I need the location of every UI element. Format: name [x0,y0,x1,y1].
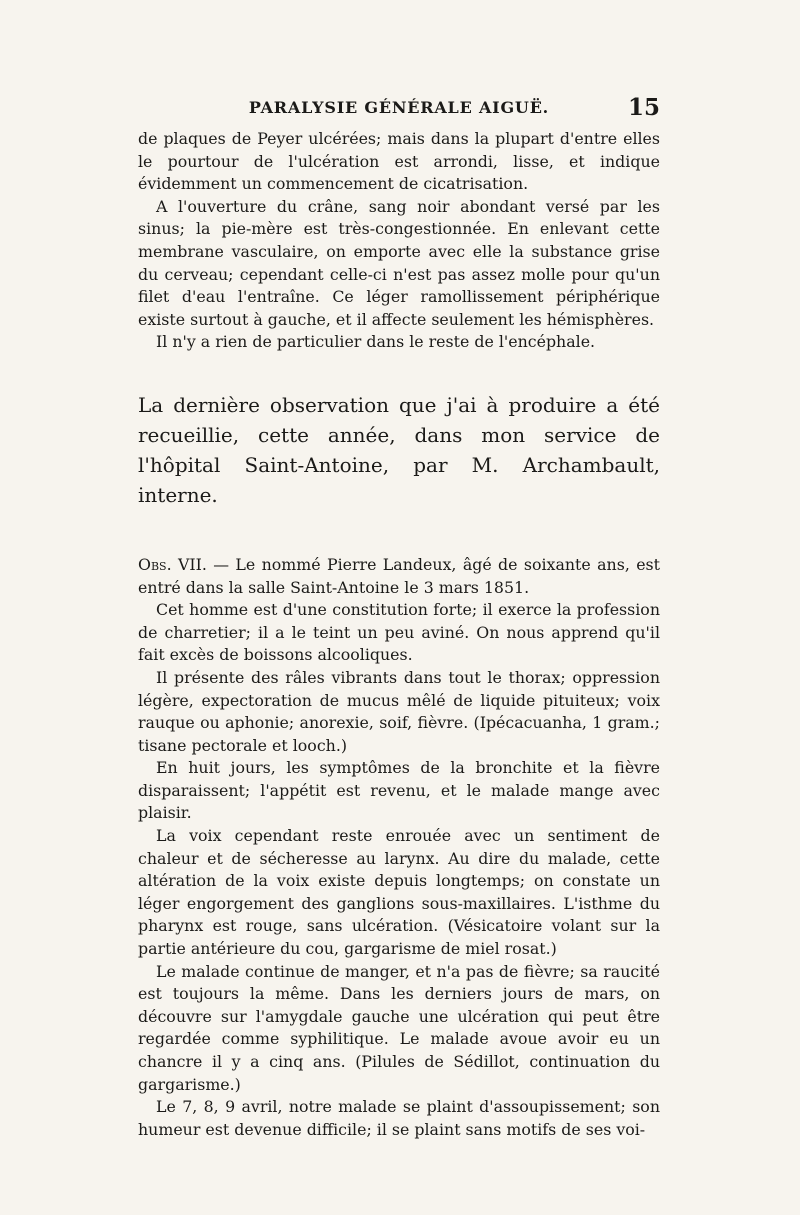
paragraph: Cet homme est d'une constitution forte; il exerce la profession de charretier; il a le teint un peu aviné. On nous apprend qu'il fait excès de boissons alcooliques. [138,600,660,665]
paragraph: Il n'y a rien de particulier dans le reste de l'encéphale. [156,332,596,352]
observation-label: Obs. VII. [138,554,207,574]
observation-first-paragraph [138,554,660,599]
observation-section [138,554,660,1141]
book-page [138,94,660,1141]
running-title: PARALYSIE GÉNÉRALE AIGUË. [248,98,550,117]
observation-text: Le nommé Pierre Landeux, âgé de soixante ans, est entré dans la salle Saint-Antoine le 3 mars 1851. [138,554,661,597]
paragraph: A l'ouverture du crâne, sang noir abondant versé par les sinus; la pie-mère est très-congestionnée. En enlevant cette membrane vasculaire, on emporte avec elle la substance grise du cerveau; cependant celle-ci n'est pas assez molle pour qu'un filet d'eau l'entraîne. Ce léger ramollissement périphérique existe surtout à gauche, et il affecte seulement les hémisphères. [138,196,660,329]
paragraph: La voix cependant reste enrouée avec un sentiment de chaleur et de sécheresse au larynx. Au dire du malade, cette altération de la voix existe depuis longtemps; on constate un léger engorgement des ganglions sous-maxillaires. L'isthme du pharynx est rouge, sans ulcération. (Vésicatoire volant sur la partie antérieure du cou, gargarisme de miel rosat.) [138,826,660,959]
section-a [138,128,660,354]
paragraph: Le malade continue de manger, et n'a pas de fièvre; sa raucité est toujours la même. Dans les derniers jours de mars, on découvre sur l'amygdale gauche une ulcération qui peut être regardée comme syphilitique. Le malade avoue avoir eu un chancre il y a cinq ans. (Pilules de Sédillot, continuation du gargarisme.) [138,961,660,1094]
intro-block [138,390,660,510]
observation-dash: — [206,554,236,574]
intro-paragraph: La dernière observation que j'ai à produire a été recueillie, cette année, dans mon service de l'hôpital Saint-Antoine, par M. Archambault, interne. [138,392,660,507]
paragraph: de plaques de Peyer ulcérées; mais dans la plupart d'entre elles le pourtour de l'ulcération est arrondi, lisse, et indique évidemment un commencement de cicatrisation. [138,129,660,194]
paragraph: En huit jours, les symptômes de la bronchite et la fièvre disparaissent; l'appétit est revenu, et le malade mange avec plaisir. [138,758,660,823]
page-number: 15 [627,94,660,121]
paragraph: Il présente des râles vibrants dans tout le thorax; oppression légère, expectoration de mucus mêlé de liquide pituiteux; voix rauque ou aphonie; anorexie, soif, fièvre. (Ipécacuanha, 1 gram.; tisane pectorale et looch.) [138,667,660,755]
running-header [138,94,660,124]
paragraph: Le 7, 8, 9 avril, notre malade se plaint d'assoupissement; son humeur est devenue difficile; il se plaint sans motifs de ses voi- [138,1097,660,1139]
